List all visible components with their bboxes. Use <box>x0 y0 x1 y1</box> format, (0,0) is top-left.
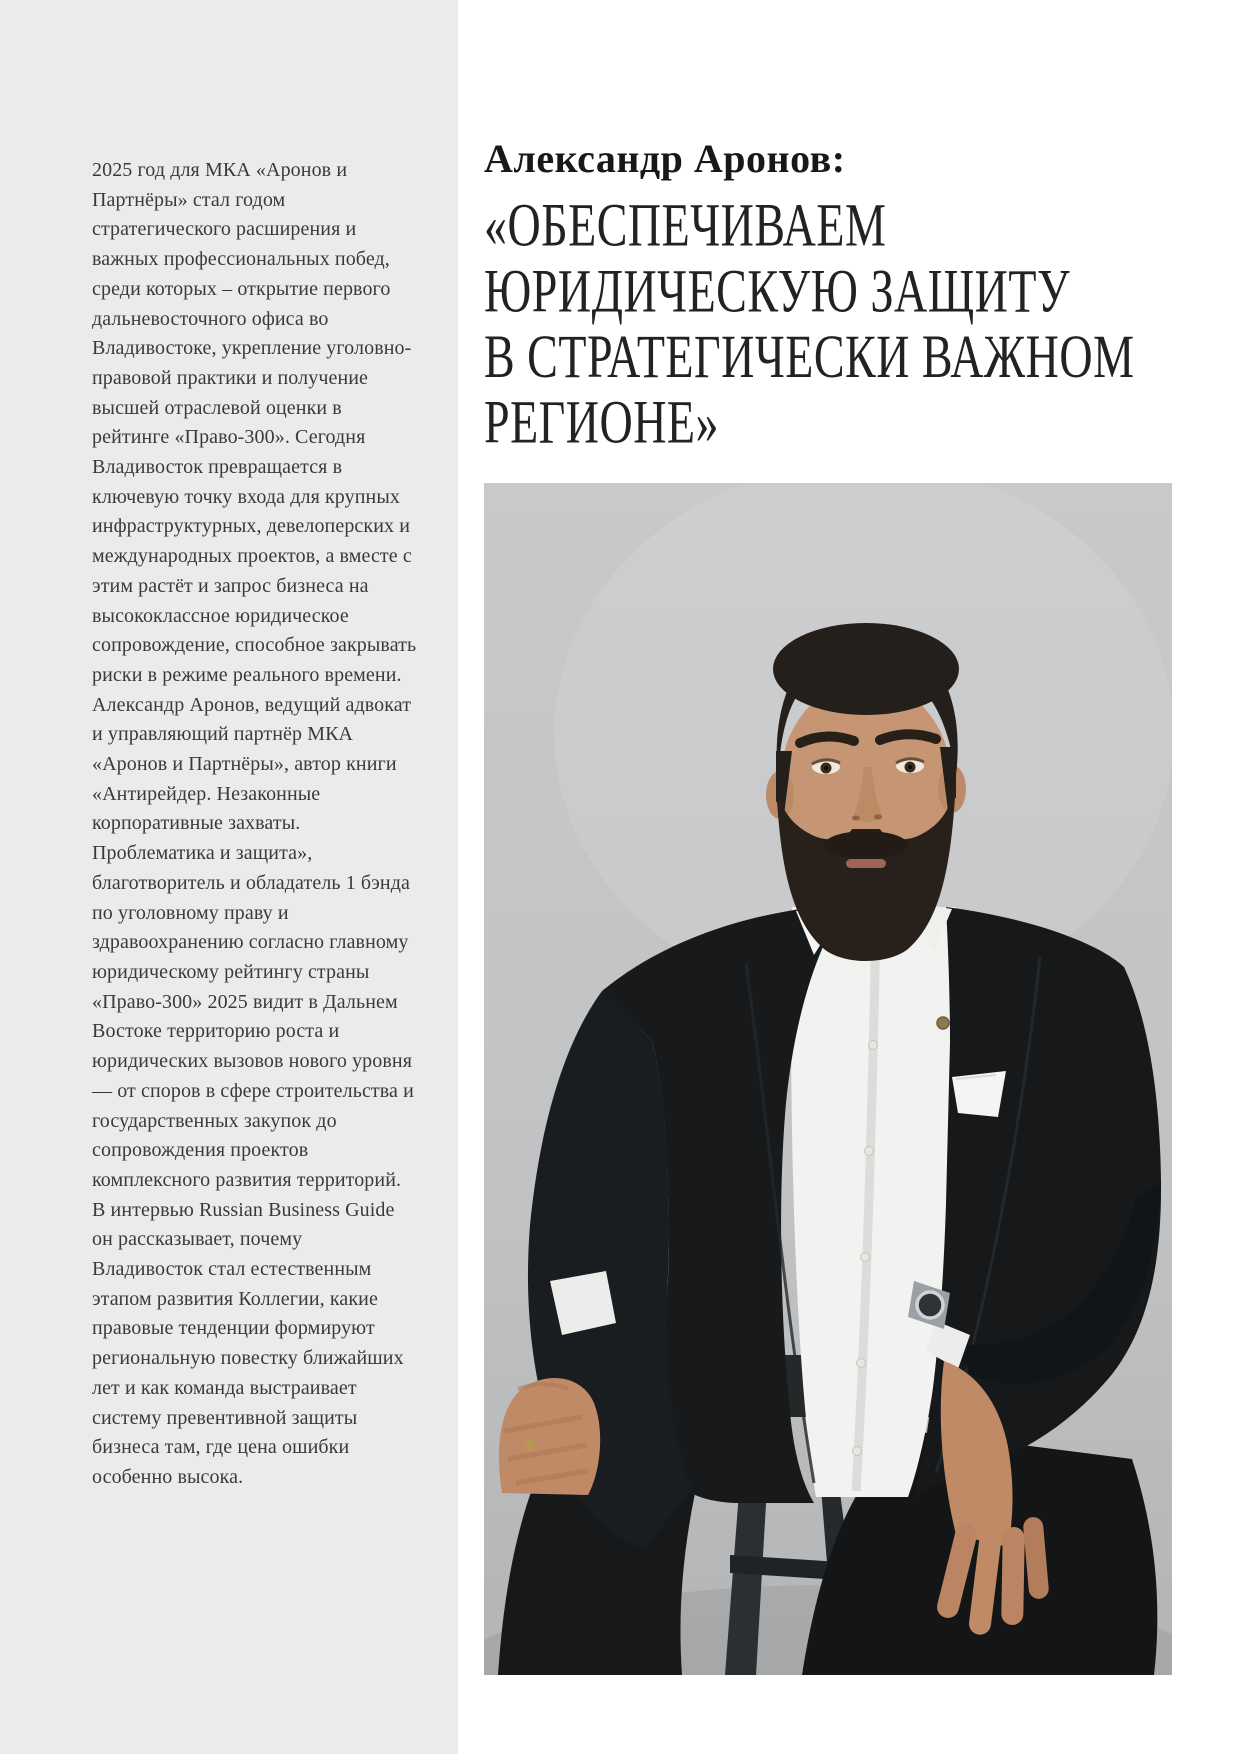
person-name: Александр Аронов: <box>484 136 846 181</box>
article-paragraph: Александр Аронов, ведущий адвокат и управляющий партнёр МКА «Аронов и Партнёры», автор книги «Антирейдер. Незаконные корпоративные захваты. Проблематика и защита», благотворитель и обладатель 1 бэнда по уголовному праву и здравоохранению согласно главному юридическому рейтингу страны «Право-300» 2025 видит в Дальнем Востоке территорию роста и юридических вызовов нового уровня — от споров в сфере строительства и государственных закупок до сопровождения проектов комплексного развития территорий. <box>92 693 414 1191</box>
lapel-pin <box>937 1017 949 1029</box>
article-text-column <box>92 156 418 1493</box>
quote-line: РЕГИОНЕ» <box>484 387 720 456</box>
headline-block <box>484 136 1232 456</box>
portrait-photo-illustration <box>484 483 1172 1675</box>
article-paragraph: В интервью Russian Business Guide он рассказывает, почему Владивосток стал естественным этапом развития Коллегии, какие правовые тенденции формируют региональную повестку ближайших лет и как команда выстраивает систему превентивной защиты бизнеса там, где цена ошибки особенно высока. <box>92 1198 404 1488</box>
article-paragraph: 2025 год для МКА «Аронов и Партнёры» стал годом стратегического расширения и важных профессиональных побед, среди которых – открытие первого дальневосточного офиса во Владивостоке, укрепление уголовно-правовой практики и получение высшей отраслевой оценки в рейтинге «Право-300». Сегодня Владивосток превращается в ключевую точку входа для крупных инфраструктурных, девелоперских и международных проектов, а вместе с этим растёт и запрос бизнеса на высококлассное юридическое сопровождение, способное закрывать риски в режиме реального времени. <box>92 159 417 686</box>
watch-face <box>917 1292 943 1318</box>
pocket-square <box>952 1071 1006 1117</box>
headline-quote <box>484 192 1232 455</box>
quote-line: «ОБЕСПЕЧИВАЕМ <box>484 190 887 259</box>
quote-line: ЮРИДИЧЕСКУЮ ЗАЩИТУ <box>484 256 1071 325</box>
quote-line: В СТРАТЕГИЧЕСКИ ВАЖНОМ <box>484 321 1135 391</box>
portrait-photo <box>484 483 1172 1675</box>
